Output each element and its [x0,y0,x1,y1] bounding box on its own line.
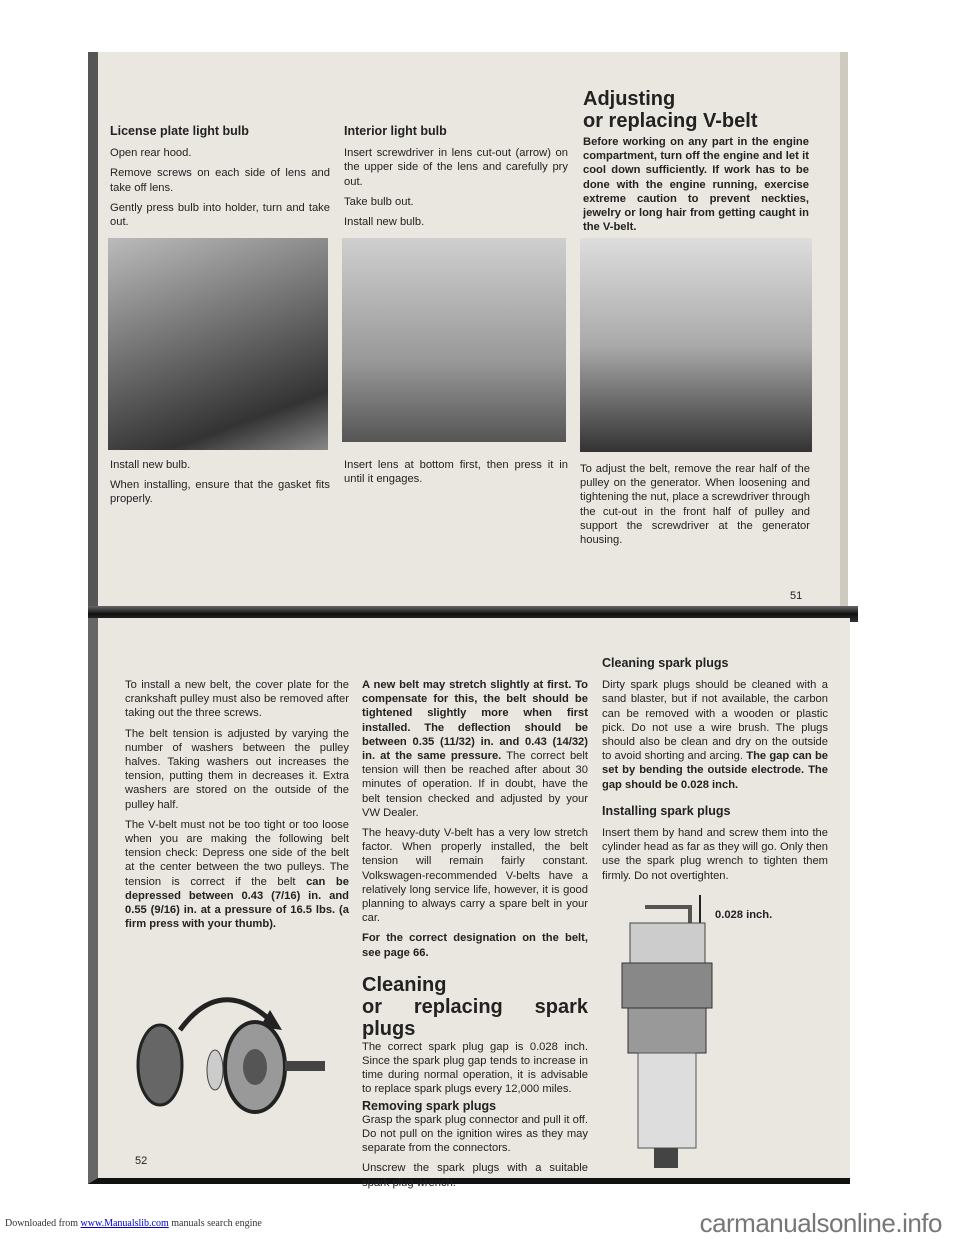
gap-label: 0.028 inch. [715,909,773,921]
interior-caption [344,458,568,492]
text: can be depressed between 0.43 (7/16) in. and 0.55 (9/16) in. at a pressure of 16.5 lbs. (a firm press with your thumb). [125,875,349,931]
vbelt-caption [580,462,810,553]
page-number: 52 [135,1155,148,1167]
text: manuals search engine [168,1218,262,1229]
heading: Interior light bulb [344,124,447,138]
text: To adjust the belt, remove the rear half of the pulley on the generator. When loosening and tightening the nut, place a screwdriver through the cut-out in the front half of pulley and support the screwdriver at the generator housing. [580,463,810,547]
text: The correct spark plug gap is 0.028 inch. Since the spark plug gap tends to increase in time during normal operation, it is advisable to replace spark plugs every 12,000 miles. [362,1040,588,1096]
title: Cleaning [362,973,447,996]
text: Remove screws on each side of lens and take off lens. [110,167,330,194]
text: A new belt may stretch slightly at first. To compensate for this, the belt should be tightened slightly more when first installed. The deflection should be between 0.35 (11/32) in. and 0.43 (14/32) in. at the same pressure. [362,679,588,763]
heading: Cleaning spark plugs [602,656,729,670]
license-caption [110,458,330,513]
footer [5,1218,262,1229]
text: Insert them by hand and screw them into the cylinder head as far as they will go. Only then use the spark plug wrench to tighten them firmly. Do not overtighten. [602,827,828,882]
vbelt-photo [580,238,812,452]
pulley-diagram [120,975,350,1145]
text: Install new bulb. [344,216,425,229]
heading: License plate light bulb [110,124,249,138]
license-plate-section [110,124,330,235]
text: To install a new belt, the cover plate for the crankshaft pulley must also be removed after taking out the three screws. [125,679,349,720]
text: Grasp the spark plug connector and pull it off. Do not pull on the ignition wires as they may separate from the connectors. [362,1113,588,1155]
col3 [602,656,828,889]
text: For the correct designation on the belt, see page 66. [362,932,588,959]
col1 [125,678,349,937]
spark-plug-illustration [610,895,720,1170]
text: Unscrew the spark plugs with a suitable spark plug wrench. [362,1162,588,1189]
manualslib-link[interactable]: www.Manualslib.com [80,1218,169,1229]
text: Take bulb out. [344,195,414,208]
warning-text: Before working on any part in the engine compartment, turn off the engine and let it cool down sufficiently. If work has to be done with the engine running, exercise extreme caution to prevent neckties, jewelry or long hair from getting caught in the V-belt. [583,136,809,234]
title: or replacing spark plugs [362,995,588,1040]
vbelt-section [583,88,809,240]
text: Open rear hood. [110,147,192,160]
text: Insert lens at bottom first, then press it in until it engages. [344,459,568,486]
text: Gently press bulb into holder, turn and take out. [110,201,330,229]
text: The correct belt tension will then be reached after about 30 minutes of operation. If in doubt, have the belt tension checked and adjusted by your VW Dealer. [362,750,588,819]
text: The gap can be set by bending the outside electrode. The gap should be 0.028 inch. [602,750,829,791]
watermark: carmanualsonline.info [699,1208,942,1238]
title: Adjusting [583,88,676,110]
text: Dirty spark plugs should be cleaned with a sand blaster, but if not available, the carbon can be removed with a wooden or plastic pick. Do not use a wire brush. The plugs should also be clean and dry on the outside to avoid shorting and arcing. [602,679,828,763]
heading: Installing spark plugs [602,803,731,818]
text: When installing, ensure that the gasket fits properly. [110,479,330,506]
license-light-photo [108,238,328,450]
title: or replacing V-belt [583,110,758,132]
subheading: Removing spark plugs [362,1098,497,1113]
text: Insert screwdriver in lens cut-out (arrow) on the upper side of the lens and carefully pry out. [344,147,568,188]
col2 [362,678,588,1196]
text: The heavy-duty V-belt has a very low stretch factor. When properly installed, the belt tension will remain fairly constant. Volkswagen-recommended V-belts have a relatively long service life, however, it is good planning to always carry a spare belt in your car. [362,827,588,925]
interior-light-photo [342,238,566,442]
interior-light-section [344,124,568,235]
page-number: 51 [790,590,803,602]
text: The V-belt must not be too tight or too loose when you are making the following belt tension check: Depress one side of the belt at the center between the two pulleys. The tension is correct if the belt [125,818,349,888]
text: The belt tension is adjusted by varying the number of washers between the pulley halves. Taking washers out increases the tension, putting them in decreases it. Extra washers are stored on the outside of the pulley half. [125,727,349,811]
text: Install new bulb. [110,459,191,471]
text: Downloaded from [5,1218,81,1229]
